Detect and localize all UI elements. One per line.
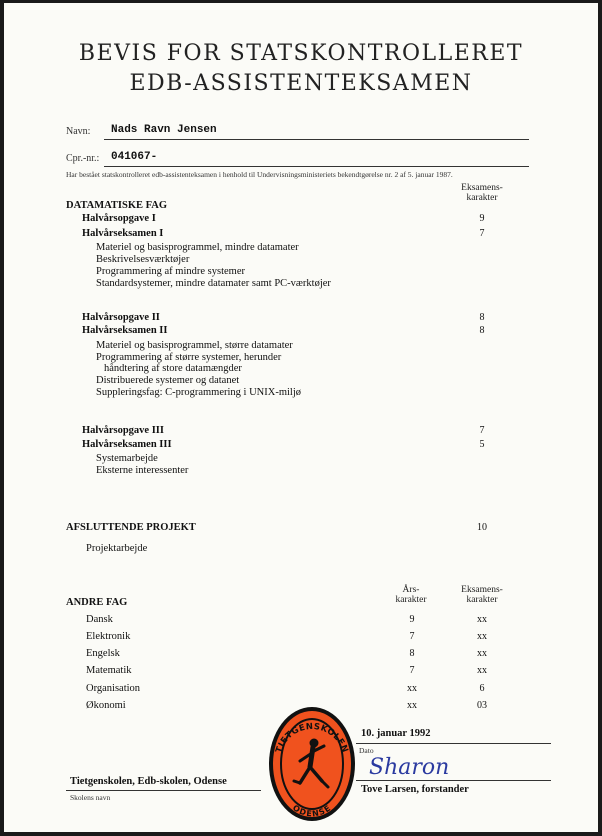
year-grade-header-line1: Års- [402,585,420,595]
subject-grade: 5 [479,439,485,450]
topic-line: Eksterne interessenter [96,465,189,476]
subject-grade: 8 [479,325,485,336]
name-label: Navn: [66,126,91,137]
signatory-name: Tove Larsen, forstander [361,784,469,795]
name-value: Nads Ravn Jensen [111,124,217,136]
exam-grade-header [452,183,512,203]
afsluttende-heading: AFSLUTTENDE PROJEKT [66,522,196,533]
school-underline [66,790,261,791]
andre-subject: Dansk [86,614,113,625]
exam-grade-header-2 [452,585,512,605]
andre-exam-grade: 03 [477,700,487,711]
subject-label: Halvårseksamen II [82,325,168,336]
topic-line: Programmering af større systemer, herunder [96,352,282,363]
subject-grade: 9 [479,213,485,224]
subject-grade: 7 [479,425,485,436]
statement-text: Har bestået statskontrolleret edb-assistenteksamen i henhold til Undervisningsministeriets bekendtgørelse nr. 2 af 5. januar 1987. [66,170,453,179]
handwritten-signature: Sharon [369,755,450,780]
andre-exam-grade: xx [477,648,487,659]
date-underline [356,743,551,744]
andre-exam-grade: xx [477,614,487,625]
andre-year-grade: xx [407,700,417,711]
topic-line: Standardsystemer, mindre datamater samt PC-værktøjer [96,278,331,289]
exam-grade-header-line2: karakter [466,193,498,203]
topic-line: Distribuerede systemer og datanet [96,375,240,386]
subject-grade: 8 [479,312,485,323]
subject-label: Halvårsopgave II [82,312,160,323]
afsluttende-grade: 10 [477,522,487,533]
topic-line: Suppleringsfag: C-programmering i UNIX-miljø [96,387,302,398]
topic-line: håndtering af store datamængder [104,363,242,374]
andre-exam-grade: xx [477,631,487,642]
andre-year-grade: 9 [409,614,415,625]
date-value: 10. januar 1992 [361,728,431,739]
name-underline [104,139,529,140]
exam-grade-header-2-line1: Eksamens- [461,585,503,595]
topic-line: Systemarbejde [96,453,158,464]
andre-heading: ANDRE FAG [66,597,128,608]
certificate-page [4,3,598,832]
andre-subject: Engelsk [86,648,120,659]
andre-year-grade: 7 [409,665,415,676]
topic-line: Materiel og basisprogrammel, mindre datamater [96,242,299,253]
seal-text-top: TIETGENSKOLEN [274,721,350,755]
seal-emblem [268,705,356,823]
afsluttende-sub: Projektarbejde [86,543,148,554]
andre-year-grade: 8 [409,648,415,659]
school-value: Tietgenskolen, Edb-skolen, Odense [70,776,227,787]
signature-underline [356,780,551,781]
andre-subject: Organisation [86,683,141,694]
topic-line: Programmering af mindre systemer [96,266,245,277]
datamatiske-heading: DATAMATISKE FAG [66,200,168,211]
subject-label: Halvårsopgave III [82,425,164,436]
andre-exam-grade: xx [477,665,487,676]
andre-year-grade: 7 [409,631,415,642]
certificate-title-line2: EDB-ASSISTENTEKSAMEN [129,71,473,96]
school-seal [268,705,356,823]
andre-year-grade: xx [407,683,417,694]
cpr-value: 041067- [111,151,158,163]
year-grade-header-line2: karakter [395,595,427,605]
seal-text-bottom: ODENSE [291,803,333,819]
andre-subject: Matematik [86,665,132,676]
cpr-label: Cpr.-nr.: [66,153,100,164]
andre-exam-grade: 6 [479,683,485,694]
subject-label: Halvårseksamen I [82,228,164,239]
school-label: Skolens navn [70,793,111,802]
exam-grade-header-line1: Eksamens- [461,183,503,193]
topic-line: Materiel og basisprogrammel, større datamater [96,340,293,351]
andre-subject: Økonomi [86,700,126,711]
year-grade-header [382,585,440,605]
topic-line: Beskrivelsesværktøjer [96,254,190,265]
subject-label: Halvårseksamen III [82,439,172,450]
exam-grade-header-2-line2: karakter [466,595,498,605]
andre-subject: Elektronik [86,631,131,642]
cpr-underline [104,166,529,167]
subject-label: Halvårsopgave I [82,213,156,224]
date-label: Dato [359,746,374,755]
certificate-title-line1: BEVIS FOR STATSKONTROLLERET [78,41,524,66]
subject-grade: 7 [479,228,485,239]
